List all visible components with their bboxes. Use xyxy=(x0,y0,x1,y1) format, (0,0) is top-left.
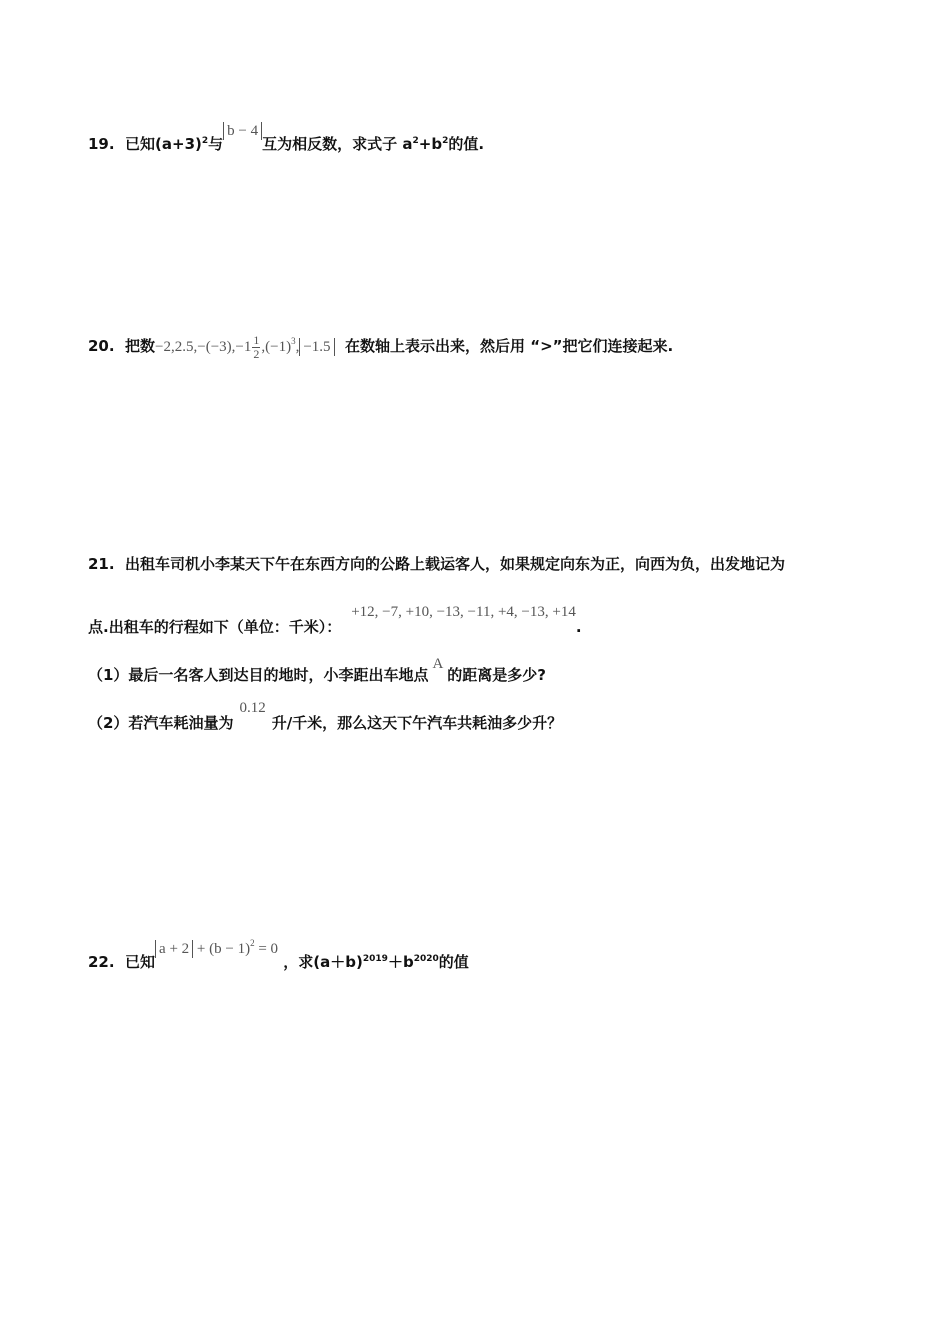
question-text: ＋b xyxy=(387,953,414,971)
question-text: 已知(a+3) xyxy=(125,135,202,153)
question-text: 已知 xyxy=(125,953,156,971)
math-number-list xyxy=(155,333,335,362)
math-abs-value: −1.5 xyxy=(299,338,334,356)
exponent: 2 xyxy=(442,136,449,146)
exponent: 2 xyxy=(201,136,209,146)
exponent: 2020 xyxy=(413,954,439,964)
question-text: +b xyxy=(418,135,443,153)
math-text: , xyxy=(295,339,300,355)
question-21-sub-1 xyxy=(88,656,546,686)
question-number: 21 xyxy=(88,555,109,573)
math-fuel-rate: 0.12 xyxy=(239,700,266,716)
exponent: 2019 xyxy=(362,954,388,964)
question-number: 19 xyxy=(88,135,109,153)
question-text: 点.出租车的行程如下（单位：千米）： xyxy=(88,618,342,636)
question-text: （2）若汽车耗油量为 xyxy=(88,714,234,732)
question-20 xyxy=(88,331,673,361)
math-text: = 0 xyxy=(254,941,279,957)
fraction-denominator: 2 xyxy=(253,347,260,362)
number-separator: . xyxy=(108,135,115,153)
question-number: 20 xyxy=(88,337,109,355)
fraction-numerator: 1 xyxy=(253,333,260,348)
number-separator: . xyxy=(108,555,115,573)
question-text: 在数轴上表示出来，然后用 “>”把它们连接起来. xyxy=(345,337,674,355)
question-text: 互为相反数，求式子 a xyxy=(262,135,413,153)
question-text: ，求(a＋b) xyxy=(283,953,363,971)
question-21-line-2 xyxy=(88,604,582,638)
exponent: 2 xyxy=(412,136,419,146)
math-fraction xyxy=(252,334,260,361)
question-21-line-1 xyxy=(88,554,785,574)
question-text: 升/千米，那么这天下午汽车共耗油多少升？ xyxy=(271,714,563,732)
question-text: 的值 xyxy=(438,953,469,971)
question-text: 的值. xyxy=(448,135,485,153)
math-text: + (b − 1) xyxy=(193,941,251,957)
question-text: 与 xyxy=(208,135,224,153)
math-exponent: 2 xyxy=(250,938,255,948)
math-point-a: A xyxy=(432,656,444,672)
question-number: 22 xyxy=(88,953,109,971)
question-text: （1）最后一名客人到达目的地时，小李距出车地点 xyxy=(88,666,429,684)
math-abs-b-minus-4: b − 4 xyxy=(223,122,262,140)
question-text: 出租车司机小李某天下午在东西方向的公路上载运客人，如果规定向东为正，向西为负，出发地记为 xyxy=(125,555,786,573)
number-separator: . xyxy=(108,953,115,971)
math-text: ,(−1) xyxy=(261,339,292,355)
question-text: . xyxy=(575,618,582,636)
math-exponent: 3 xyxy=(291,336,296,346)
math-text: −2,2.5,−(−3),−1 xyxy=(155,339,252,355)
question-22 xyxy=(88,938,469,973)
math-trip-list: +12, −7, +10, −13, −11, +4, −13, +14 xyxy=(351,604,576,620)
question-19 xyxy=(88,123,485,154)
math-equation xyxy=(155,938,279,957)
question-text: 的距离是多少? xyxy=(447,666,546,684)
question-21-sub-2 xyxy=(88,700,563,734)
math-abs-value: a + 2 xyxy=(155,940,193,958)
question-text: 把数 xyxy=(125,337,156,355)
number-separator: . xyxy=(108,337,115,355)
